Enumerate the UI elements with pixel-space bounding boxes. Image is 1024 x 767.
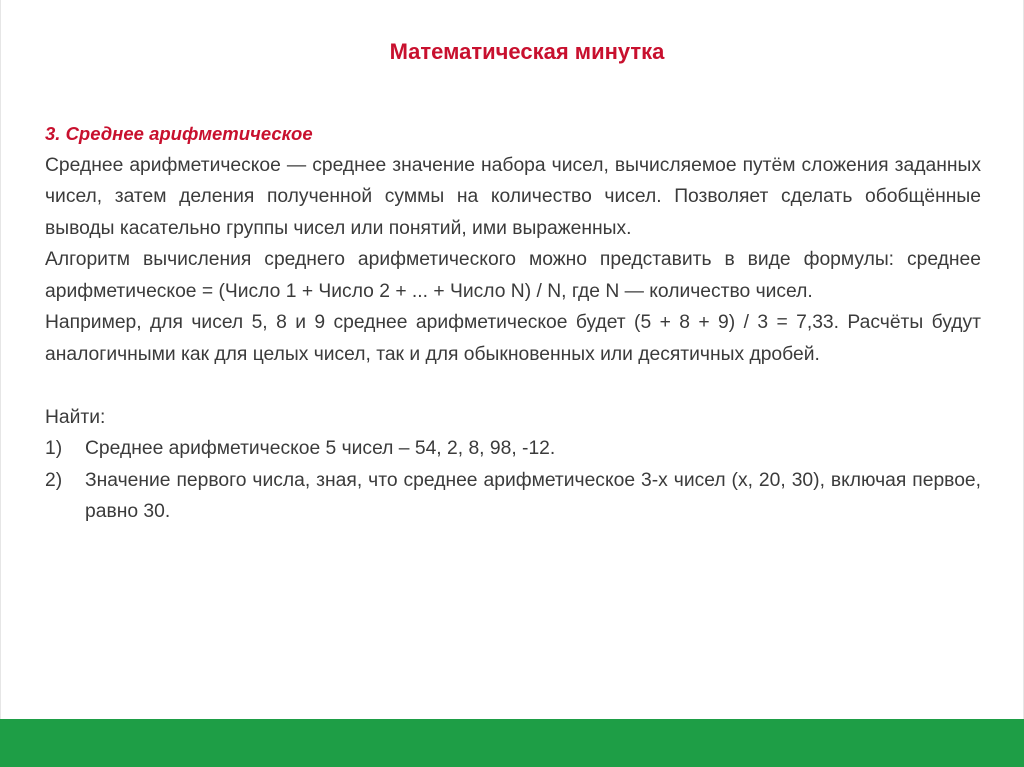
task-text: Значение первого числа, зная, что среднее арифметическое 3-х чисел (х, 20, 30), включая первое, равно 30.	[85, 469, 981, 522]
slide-title: Математическая минутка	[389, 39, 665, 64]
task-item	[45, 465, 981, 528]
slide-frame-left	[0, 0, 1, 719]
task-list	[45, 433, 981, 528]
task-item	[45, 433, 981, 465]
example-paragraph: Например, для чисел 5, 8 и 9 среднее арифметическое будет (5 + 8 + 9) / 3 = 7,33. Расчёты будут аналогичными как для целых чисел, так и для обыкновенных или десятичных дробей.	[45, 312, 981, 365]
task-number: 2)	[45, 469, 63, 491]
slide-content	[45, 118, 981, 528]
footer-bar	[0, 719, 1024, 767]
task-number: 1)	[45, 438, 63, 459]
task-text: Среднее арифметическое 5 чисел – 54, 2, 8, 98, -12.	[85, 438, 556, 459]
find-label: Найти:	[45, 406, 106, 428]
section-heading: 3. Среднее арифметическое	[45, 123, 313, 144]
definition-paragraph: Среднее арифметическое — среднее значение набора чисел, вычисляемое путём сложения заданных чисел, затем деления полученной суммы на количество чисел. Позволяет сделать обобщённые выводы касательно группы чисел или понятий, ими выраженных.	[45, 154, 981, 239]
formula-paragraph: Алгоритм вычисления среднего арифметического можно представить в виде формулы: среднее арифметическое = (Число 1 + Число 2 + ... + Число N) / N, где N — количество чисел.	[45, 249, 981, 302]
